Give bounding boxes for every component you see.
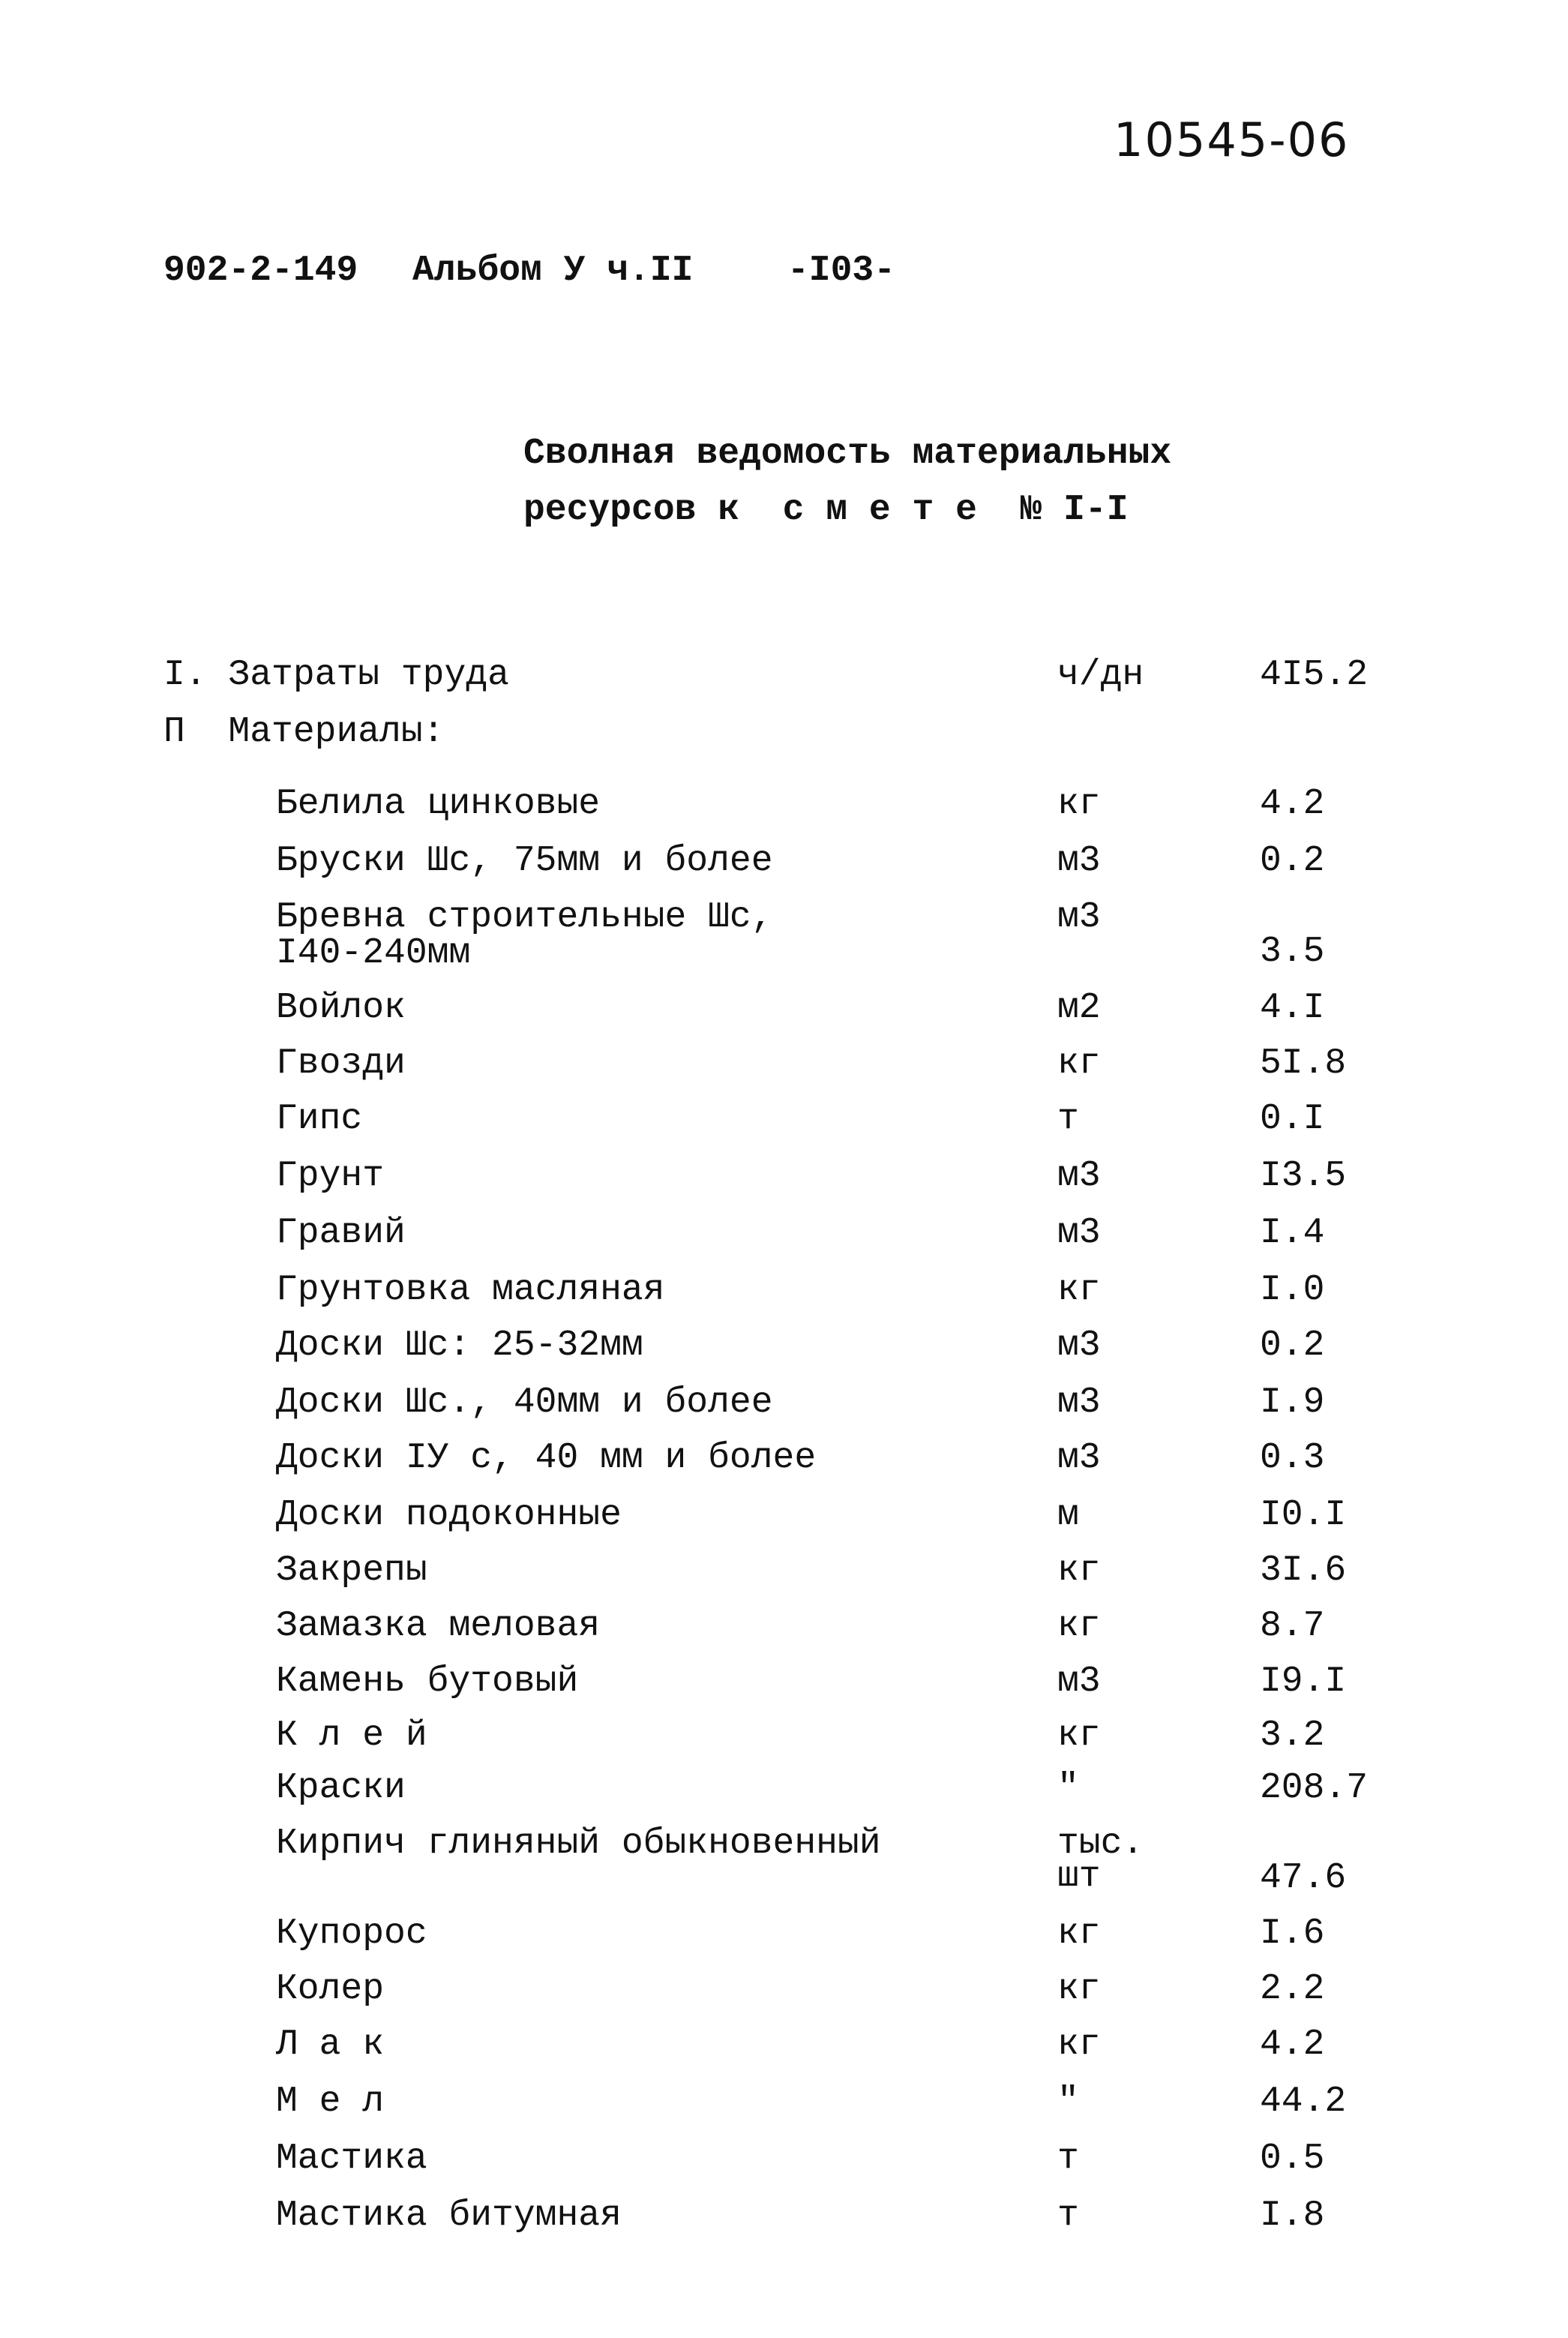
material-unit: кг <box>1057 1043 1101 1084</box>
material-value: I9.I <box>1260 1661 1347 1702</box>
material-value: 0.3 <box>1260 1438 1325 1478</box>
material-value: 3.2 <box>1260 1715 1325 1756</box>
material-value: 44.2 <box>1260 2081 1347 2122</box>
material-unit: кг <box>1057 1715 1101 1756</box>
material-value: I.0 <box>1260 1270 1325 1310</box>
material-name: Грунтовка масляная <box>276 1270 665 1310</box>
material-value: 3I.6 <box>1260 1550 1347 1591</box>
material-value: I3.5 <box>1260 1156 1347 1196</box>
material-unit: м <box>1057 1495 1079 1535</box>
material-value: 4.2 <box>1260 2024 1325 2065</box>
material-unit: кг <box>1057 1606 1101 1646</box>
material-name: Войлок <box>276 988 406 1028</box>
material-value: 5I.8 <box>1260 1043 1347 1084</box>
document-code: 902-2-149 <box>163 251 358 291</box>
material-name: К л е й <box>276 1715 427 1756</box>
material-unit: м3 <box>1057 1213 1101 1253</box>
material-unit: т <box>1057 2138 1079 2179</box>
material-unit: м3 <box>1057 841 1101 881</box>
material-name: Колер <box>276 1969 385 2009</box>
material-unit: кг <box>1057 1913 1101 1954</box>
material-unit: т <box>1057 1099 1079 1139</box>
material-name: М е л <box>276 2081 385 2122</box>
material-value: I0.I <box>1260 1495 1347 1535</box>
material-unit: " <box>1057 2081 1079 2122</box>
material-name: Гвозди <box>276 1043 406 1084</box>
title-line-2: ресурсов к с м е т е № I-I <box>523 490 1129 530</box>
material-name: Краски <box>276 1768 406 1808</box>
material-value: 0.I <box>1260 1099 1325 1139</box>
material-unit: " <box>1057 1768 1079 1808</box>
material-value: 4.I <box>1260 988 1325 1028</box>
material-unit: кг <box>1057 1969 1101 2009</box>
material-value: 0.2 <box>1260 1325 1325 1366</box>
material-unit: кг <box>1057 784 1101 824</box>
material-unit: кг <box>1057 1270 1101 1310</box>
material-name: Кирпич глиняный обыкновенный <box>276 1823 881 1864</box>
material-name: Доски IУ с, 40 мм и более <box>276 1438 817 1478</box>
material-name: Бруски Шс, 75мм и более <box>276 841 773 881</box>
title-line-1: Сволная ведомость материальных <box>523 434 1172 474</box>
material-name: Замазка меловая <box>276 1606 601 1646</box>
archive-number-handwritten: 10545-06 <box>1114 113 1350 167</box>
section-labor-value: 4I5.2 <box>1260 655 1369 695</box>
material-unit: м3 <box>1057 1325 1101 1366</box>
material-value: 3.5 <box>1260 932 1325 972</box>
material-name: Гравий <box>276 1213 406 1253</box>
material-value: 47.6 <box>1260 1858 1347 1898</box>
material-value: 2.2 <box>1260 1969 1325 2009</box>
material-unit: м3 <box>1057 1382 1101 1423</box>
material-value: 0.5 <box>1260 2138 1325 2179</box>
material-unit: т <box>1057 2195 1079 2236</box>
material-name: Л а к <box>276 2024 385 2065</box>
section-labor-unit: ч/дн <box>1057 655 1144 695</box>
material-name: Мастика <box>276 2138 427 2179</box>
material-unit: тыс. <box>1057 1823 1144 1864</box>
material-unit-cont: шт <box>1057 1856 1101 1897</box>
material-name: Белила цинковые <box>276 784 601 824</box>
material-name: Бревна строительные Шс, <box>276 897 773 938</box>
material-name: Закрепы <box>276 1550 427 1591</box>
material-unit: м3 <box>1057 1661 1101 1702</box>
material-value: I.4 <box>1260 1213 1325 1253</box>
material-value: 0.2 <box>1260 841 1325 881</box>
material-name: Доски Шс: 25-32мм <box>276 1325 643 1366</box>
material-name: Грунт <box>276 1156 385 1196</box>
material-unit: м3 <box>1057 1438 1101 1478</box>
material-name: Доски подоконные <box>276 1495 622 1535</box>
album-label: Альбом У ч.II <box>412 251 694 291</box>
material-value: I.9 <box>1260 1382 1325 1423</box>
material-unit: м2 <box>1057 988 1101 1028</box>
material-unit: кг <box>1057 2024 1101 2065</box>
section-labor-label: I. Затраты труда <box>163 655 509 695</box>
material-name: Доски Шс., 40мм и более <box>276 1382 773 1423</box>
material-unit: м3 <box>1057 1156 1101 1196</box>
material-name: Камень бутовый <box>276 1661 579 1702</box>
material-value: 8.7 <box>1260 1606 1325 1646</box>
section-materials-label: П Материалы: <box>163 712 445 752</box>
material-name-cont: I40-240мм <box>276 933 471 974</box>
material-name: Купорос <box>276 1913 427 1954</box>
material-unit: кг <box>1057 1550 1101 1591</box>
material-name: Мастика битумная <box>276 2195 622 2236</box>
material-value: I.8 <box>1260 2195 1325 2236</box>
material-value: I.6 <box>1260 1913 1325 1954</box>
material-name: Гипс <box>276 1099 363 1139</box>
material-unit: м3 <box>1057 897 1101 938</box>
page-number: -I03- <box>787 251 896 291</box>
material-value: 208.7 <box>1260 1768 1369 1808</box>
material-value: 4.2 <box>1260 784 1325 824</box>
